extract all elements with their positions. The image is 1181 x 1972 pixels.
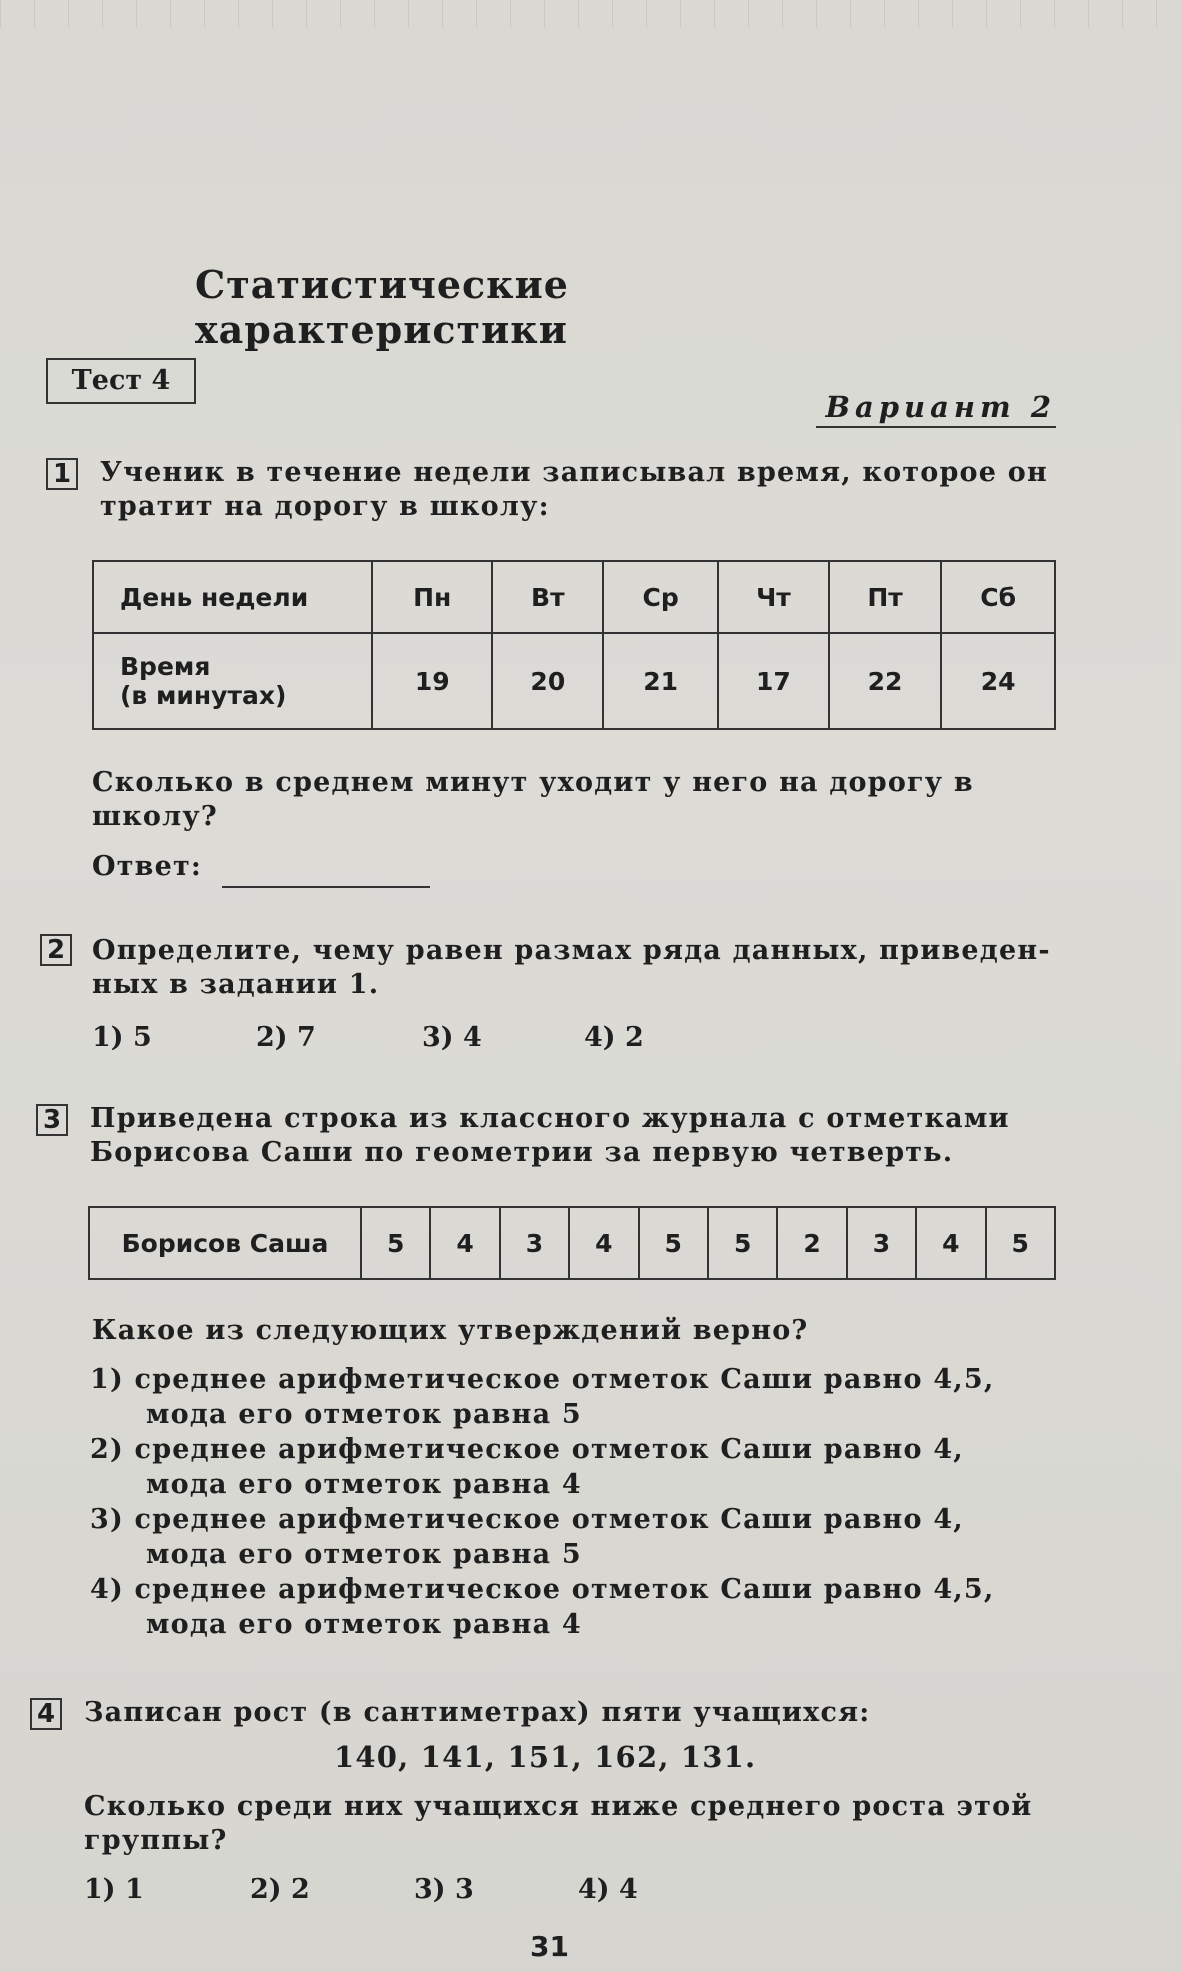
minutes-cell: 24 [941,633,1055,729]
day-cell: Чт [718,561,829,633]
option-line1: 2) среднее арифметическое отметок Саши равно 4, [90,1434,964,1465]
option [90,1432,1070,1502]
travel-time-table [92,560,1056,730]
question-1-text [100,456,1060,524]
question-4-number: 4 [30,1698,62,1730]
question-1-question [92,766,1062,834]
option-line1: 1) среднее арифметическое отметок Саши равно 4,5, [90,1364,995,1395]
row-label-line1: Время [120,652,211,681]
height-data: 140, 141, 151, 162, 131. [334,1740,757,1774]
mark-cell: 4 [569,1207,638,1279]
option [90,1572,1070,1642]
minutes-cell: 22 [829,633,942,729]
option-line1: 4) среднее арифметическое отметок Саши равно 4,5, [90,1574,995,1605]
question-4-question-line1: Сколько среди них учащихся ниже среднего роста этой [84,1791,1033,1822]
option-line2: мода его отметок равна 4 [146,1469,582,1500]
option-line2: мода его отметок равна 5 [146,1399,582,1430]
question-2-text [92,934,1062,1002]
mark-cell: 4 [916,1207,985,1279]
option: 1) 1 [84,1874,144,1905]
option: 2) 2 [250,1874,310,1905]
day-cell: Сб [941,561,1055,633]
question-3-text-line1: Приведена строка из классного журнала с отметками [90,1103,1010,1134]
day-cell: Пн [372,561,492,633]
option-line1: 3) среднее арифметическое отметок Саши равно 4, [90,1504,964,1535]
table-row [89,1207,1055,1279]
mark-cell: 5 [639,1207,708,1279]
table-header-label: День недели [93,561,372,633]
answer-label: Ответ: [92,851,203,882]
student-name: Борисов Саша [89,1207,361,1279]
question-1-text-line2: тратит на дорогу в школу: [100,491,550,522]
day-cell: Пт [829,561,942,633]
grades-table [88,1206,1056,1280]
row-label-line2: (в минутах) [120,681,287,710]
test-label: Тест 4 [46,358,196,404]
day-cell: Вт [492,561,603,633]
minutes-cell: 17 [718,633,829,729]
option: 2) 7 [256,1022,316,1053]
option: 3) 4 [422,1022,482,1053]
option: 3) 3 [414,1874,474,1905]
mark-cell: 2 [777,1207,846,1279]
mark-cell: 5 [708,1207,777,1279]
question-4-question-line2: группы? [84,1825,228,1856]
mark-cell: 3 [847,1207,916,1279]
question-4-text: Записан рост (в сантиметрах) пяти учащихся: [84,1697,871,1728]
question-4-question [84,1790,1074,1858]
minutes-cell: 20 [492,633,603,729]
page-title: Статистические характеристики [195,262,569,352]
question-2-number: 2 [40,934,72,966]
question-1-question-line2: школу? [92,801,218,832]
option [90,1502,1070,1572]
minutes-cell: 19 [372,633,492,729]
notebook-grid-edge [0,0,1181,28]
mark-cell: 3 [500,1207,569,1279]
table-row [93,633,1055,729]
minutes-cell: 21 [603,633,718,729]
option-line2: мода его отметок равна 5 [146,1539,582,1570]
option: 4) 2 [584,1022,644,1053]
mark-cell: 5 [361,1207,430,1279]
question-3-text-line2: Борисова Саши по геометрии за первую четверть. [90,1137,954,1168]
question-3-text [90,1102,1070,1170]
question-3-question: Какое из следующих утверждений верно? [92,1315,809,1346]
page-number: 31 [530,1930,569,1963]
mark-cell: 4 [430,1207,499,1279]
option [90,1362,1070,1432]
mark-cell: 5 [986,1207,1055,1279]
question-1-question-line1: Сколько в среднем минут уходит у него на дорогу в [92,767,974,798]
question-1-number: 1 [46,458,78,490]
question-3-options [90,1362,1070,1642]
day-cell: Ср [603,561,718,633]
answer-blank-line [222,886,430,888]
variant-label: Вариант 2 [816,390,1056,428]
question-2-text-line2: ных в задании 1. [92,969,380,1000]
question-1-text-line1: Ученик в течение недели записывал время, которое он [100,457,1048,488]
option-line2: мода его отметок равна 4 [146,1609,582,1640]
table-row-label [93,633,372,729]
question-3-number: 3 [36,1104,68,1136]
option: 4) 4 [578,1874,638,1905]
table-row [93,561,1055,633]
option: 1) 5 [92,1022,152,1053]
question-2-text-line1: Определите, чему равен размах ряда данных, приведен- [92,935,1051,966]
